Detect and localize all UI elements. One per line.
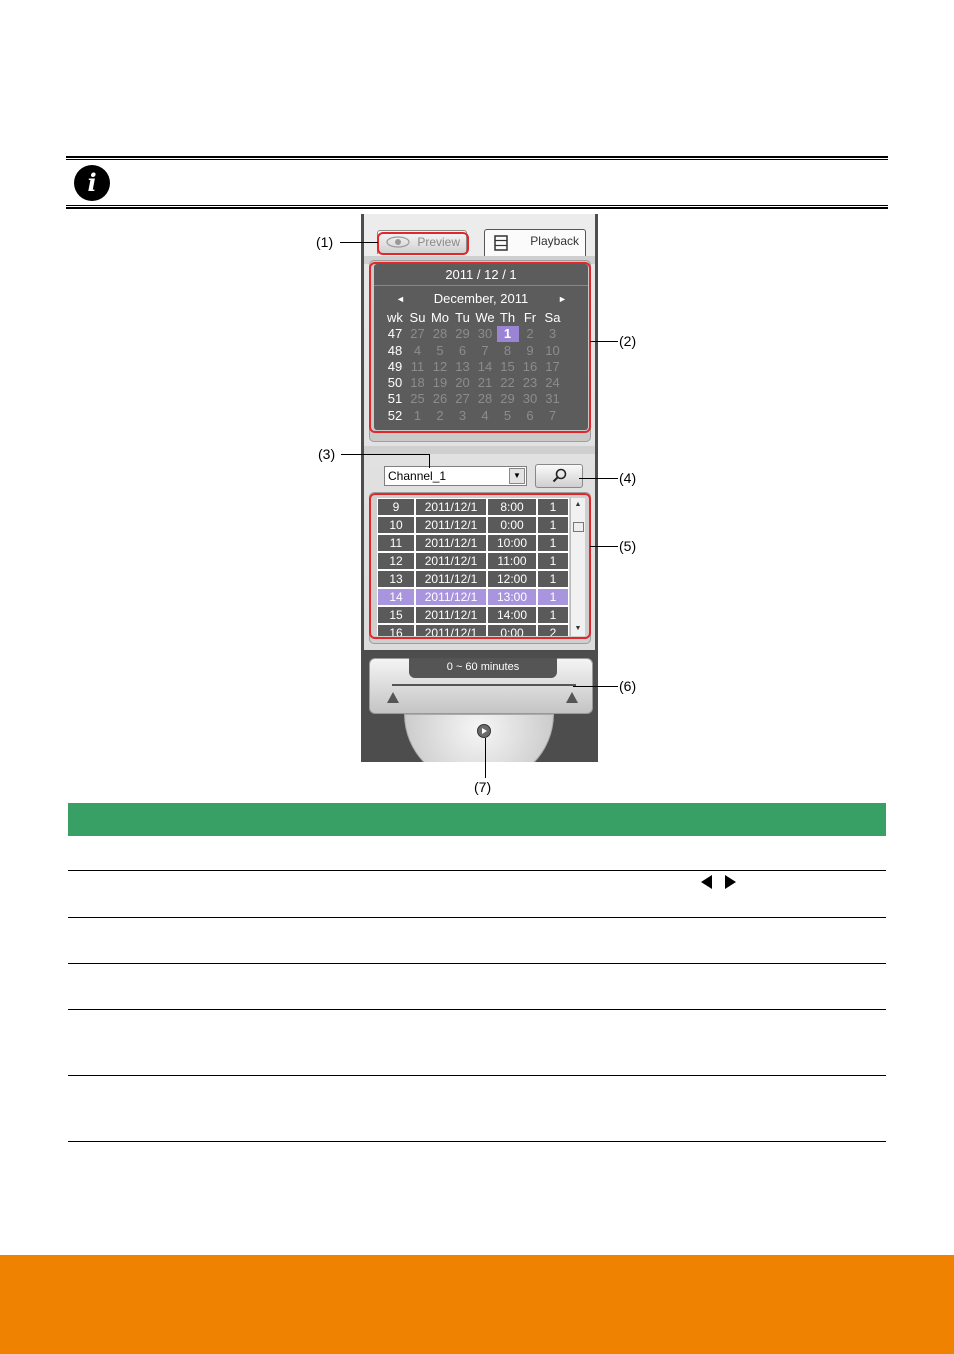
calendar-day[interactable]: 24 (545, 375, 560, 391)
table-cell: 2011/12/1 (416, 553, 486, 569)
chevron-down-icon[interactable]: ▼ (509, 468, 525, 484)
table-cell: 9 (378, 499, 414, 515)
table-cell: 1 (538, 499, 568, 515)
table-cell: 1 (538, 535, 568, 551)
table-row-divider (68, 917, 886, 918)
table-cell: 2 (538, 625, 568, 636)
table-cell: 1 (538, 589, 568, 605)
calendar-day[interactable]: 2 (436, 407, 444, 423)
calendar-month-label: December, 2011 (433, 291, 529, 306)
time-slider-end-handle[interactable] (566, 692, 578, 703)
table-cell: 12 (378, 553, 414, 569)
calendar-day[interactable]: 7 (548, 407, 557, 423)
callout-line-7 (485, 738, 486, 778)
callout-label-6: (6) (619, 678, 637, 694)
table-cell: 0:00 (488, 517, 536, 533)
tab-playback-label: Playback (530, 234, 579, 248)
calendar-day[interactable]: 13 (455, 358, 470, 374)
table-cell: 14 (378, 589, 414, 605)
scroll-down-icon[interactable]: ▼ (574, 625, 582, 632)
calendar-day[interactable]: 7 (481, 342, 489, 358)
calendar-week-number: 52 (387, 407, 403, 423)
search-icon (536, 465, 582, 487)
next-month-icon[interactable]: ► (558, 294, 567, 304)
table-cell: 12:00 (488, 571, 536, 587)
calendar-day[interactable]: 29 (500, 391, 515, 407)
calendar-day[interactable]: 3 (458, 407, 467, 423)
calendar-day[interactable]: 25 (410, 391, 425, 407)
calendar-weekday-header: Fr (523, 310, 537, 325)
play-dome (404, 714, 554, 762)
calendar-day[interactable]: 12 (432, 358, 448, 374)
calendar-day[interactable]: 8 (503, 342, 512, 358)
calendar-day[interactable]: 1 (497, 326, 519, 342)
table-cell: 8:00 (488, 499, 536, 515)
calendar-week-number: 50 (387, 375, 403, 391)
callout-line-4 (579, 478, 618, 479)
calendar-day[interactable]: 30 (477, 326, 493, 342)
table-cell: 16 (378, 625, 414, 636)
calendar-day[interactable]: 5 (436, 342, 444, 358)
table-cell: 10:00 (488, 535, 536, 551)
calendar-day[interactable]: 6 (526, 407, 534, 423)
table-row-divider (68, 1141, 886, 1142)
callout-label-1: (1) (316, 234, 334, 250)
table-cell: 1 (538, 571, 568, 587)
table-row-divider (68, 1009, 886, 1010)
tab-playback[interactable] (484, 229, 586, 256)
calendar-day[interactable]: 2 (526, 326, 534, 342)
callout-label-7: (7) (474, 779, 492, 795)
calendar-day[interactable]: 4 (413, 342, 422, 358)
calendar-day[interactable]: 16 (522, 358, 538, 374)
calendar-day[interactable]: 26 (432, 391, 448, 407)
calendar-week-number: 49 (387, 358, 403, 374)
table-cell: 11:00 (488, 553, 536, 569)
calendar-day[interactable]: 3 (548, 326, 557, 342)
table-header (68, 803, 886, 836)
calendar-day[interactable]: 22 (500, 375, 515, 391)
play-icon[interactable] (477, 724, 491, 738)
table-row-divider (68, 1075, 886, 1076)
info-icon: i (74, 165, 110, 201)
callout-box-tabs (377, 232, 469, 255)
table-cell: 1 (538, 553, 568, 569)
callout-box-list (369, 493, 591, 639)
callout-line-5 (590, 546, 618, 547)
tab-preview-label: Preview (417, 235, 460, 249)
table-cell: 15 (378, 607, 414, 623)
callout-line-1 (340, 242, 378, 243)
table-cell: 2011/12/1 (416, 499, 486, 515)
time-range-label: 0 ~ 60 minutes (409, 658, 557, 678)
calendar-day[interactable]: 4 (481, 407, 489, 423)
calendar-day[interactable]: 27 (455, 391, 470, 407)
note-rule-top (66, 156, 888, 160)
calendar-weekday-header: We (475, 310, 495, 325)
calendar-day[interactable]: 15 (500, 358, 515, 374)
calendar-day[interactable]: 5 (503, 407, 512, 423)
prev-month-icon[interactable]: ◄ (396, 294, 405, 304)
calendar-week-number: 47 (387, 326, 403, 342)
time-slider-start-handle[interactable] (387, 692, 399, 703)
table-cell: 1 (538, 607, 568, 623)
calendar-day[interactable]: 31 (545, 391, 560, 407)
table-cell: 2011/12/1 (416, 571, 486, 587)
table-cell: 2011/12/1 (416, 517, 486, 533)
separator (364, 446, 595, 454)
calendar-selected-date: 2011 / 12 / 1 (374, 264, 588, 286)
channel-select-value: Channel_1 (388, 469, 447, 483)
note-rule-bottom (66, 205, 888, 209)
table-cell: 10 (378, 517, 414, 533)
table-cell: 11 (378, 535, 414, 551)
calendar-week-number: 48 (387, 342, 403, 358)
calendar-day[interactable]: 30 (522, 391, 538, 407)
calendar-day[interactable]: 28 (477, 391, 493, 407)
table-cell: 13:00 (488, 589, 536, 605)
calendar-weekday-header: Mo (430, 310, 450, 325)
calendar-day[interactable]: 28 (432, 326, 448, 342)
calendar-day[interactable]: 21 (477, 375, 493, 391)
callout-line-3-drop (429, 454, 430, 468)
table-cell: 1 (538, 517, 568, 533)
calendar-day[interactable]: 19 (432, 375, 448, 391)
calendar-day[interactable]: 14 (477, 358, 493, 374)
calendar-week-number: 51 (387, 391, 403, 407)
arrow-left-icon (701, 875, 712, 889)
calendar-day[interactable]: 20 (455, 375, 470, 391)
calendar-day[interactable]: 10 (545, 342, 560, 358)
table-cell: 2011/12/1 (416, 589, 486, 605)
table-row-divider (68, 870, 886, 871)
calendar-day[interactable]: 11 (410, 358, 425, 374)
table-row-divider (68, 963, 886, 964)
film-icon (493, 235, 509, 251)
calendar-weekday-header: Su (409, 310, 426, 325)
callout-box-calendar (369, 262, 591, 433)
callout-label-4: (4) (619, 470, 637, 486)
table-cell: 0:00 (488, 625, 536, 636)
table-cell: 14:00 (488, 607, 536, 623)
calendar-weekday-header: Sa (544, 310, 561, 325)
scroll-up-icon[interactable]: ▲ (574, 501, 582, 508)
channel-select[interactable] (384, 466, 527, 486)
calendar-day[interactable]: 23 (522, 375, 538, 391)
callout-line-3 (341, 454, 429, 455)
table-cell: 13 (378, 571, 414, 587)
callout-label-5: (5) (619, 538, 637, 554)
calendar-day[interactable]: 6 (458, 342, 467, 358)
callout-label-3: (3) (318, 446, 336, 462)
table-cell: 2011/12/1 (416, 535, 486, 551)
arrow-right-icon (725, 875, 736, 889)
calendar-weekday-header: Th (499, 310, 516, 325)
search-button[interactable] (535, 464, 583, 488)
calendar-day[interactable]: 18 (410, 375, 425, 391)
calendar-day[interactable]: 27 (410, 326, 425, 342)
table-cell: 2011/12/1 (416, 607, 486, 623)
calendar-weekday-header: Tu (455, 310, 470, 325)
calendar-day[interactable]: 17 (545, 358, 560, 374)
calendar-day[interactable]: 29 (455, 326, 470, 342)
callout-line-6 (573, 686, 618, 687)
calendar-day[interactable]: 9 (526, 342, 534, 358)
table-cell: 2011/12/1 (416, 625, 486, 636)
calendar-day[interactable]: 1 (413, 407, 422, 423)
calendar-weekday-header: wk (387, 310, 403, 325)
callout-label-2: (2) (619, 333, 637, 349)
callout-line-2 (590, 341, 618, 342)
time-slider-track[interactable] (392, 684, 576, 706)
page-footer (0, 1255, 954, 1354)
